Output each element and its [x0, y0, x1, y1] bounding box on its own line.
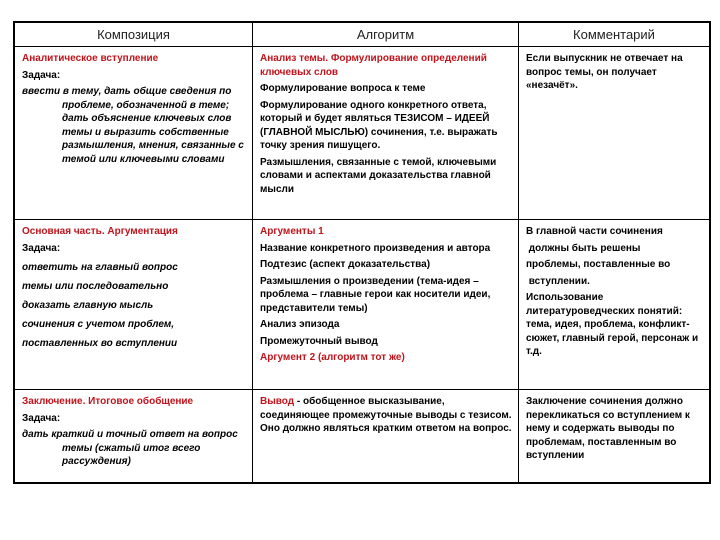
algorithm-conclusion — [260, 395, 512, 436]
task-line: сочинения с учетом проблем, — [22, 319, 175, 330]
comment-text: Если выпускник не отвечает на вопрос темы, он получает «незачёт». — [526, 53, 683, 91]
comment-text: В главной части сочинения — [526, 226, 663, 237]
header-composition: Композиция — [15, 23, 253, 46]
algorithm-item: Формулирование одного конкретного ответа, который и будет являться ТЕЗИСОМ – ИДЕЕЙ (ГЛАВНОЙ МЫСЛЬЮ) сочинения, т.е. выражать точку зрения пишущего. — [260, 99, 498, 151]
section-title: Основная часть. Аргументация — [22, 226, 178, 237]
task-line: темы или последовательно — [22, 281, 169, 292]
task-line: поставленных во вступлении — [22, 338, 178, 349]
task-text: дать краткий и точный ответ на вопрос темы (сжатый итог всего рассуждения) — [22, 429, 238, 467]
algorithm-item: Размышления, связанные с темой, ключевыми словами и аспектами доказательства главной мысли — [260, 156, 497, 195]
comment-cell — [519, 47, 709, 219]
algorithm-title: Анализ темы. Формулирование определений ключевых слов — [260, 53, 487, 78]
table-row-introduction — [15, 47, 709, 220]
algorithm-cell — [253, 47, 519, 219]
task-line: доказать главную мысль — [22, 300, 154, 311]
algorithm-title: Вывод — [260, 396, 295, 407]
algorithm-item: Подтезис (аспект доказательства) — [260, 259, 431, 270]
algorithm-footer: Аргумент 2 (алгоритм тот же) — [260, 352, 405, 363]
algorithm-item: Промежуточный вывод — [260, 335, 378, 347]
composition-cell — [15, 390, 253, 482]
algorithm-cell — [253, 220, 519, 389]
algorithm-item: Формулирование вопроса к теме — [260, 83, 426, 94]
table-row-conclusion — [15, 390, 709, 482]
composition-cell — [15, 47, 253, 219]
table-row-main-part — [15, 220, 709, 390]
task-label: Задача: — [22, 69, 61, 81]
composition-cell — [15, 220, 253, 389]
algorithm-text: - обобщенное высказывание, соединяющее промежуточные выводы с тезисом. Оно должно являться кратким ответом на вопрос. — [260, 396, 512, 434]
algorithm-cell — [253, 390, 519, 482]
comment-cell — [519, 390, 709, 482]
comment-text: проблемы, поставленные во — [526, 259, 671, 270]
section-title: Аналитическое вступление — [22, 53, 159, 64]
task-line: ответить на главный вопрос — [22, 262, 178, 273]
algorithm-item: Анализ эпизода — [260, 319, 340, 330]
task-label: Задача: — [22, 412, 61, 424]
algorithm-item: Название конкретного произведения и автора — [260, 242, 491, 254]
algorithm-item: Размышления о произведении (тема-идея – проблема – главные герои как носители идеи, представители темы) — [260, 275, 491, 314]
task-text: ввести в тему, дать общие сведения по проблеме, обозначенной в теме; дать объяснение ключевых слов темы и выразить собственные размышления, мнения, связанные с темой или ключевыми словами — [22, 86, 244, 165]
comment-cell — [519, 220, 709, 389]
algorithm-title: Аргументы 1 — [260, 226, 324, 237]
section-title: Заключение. Итоговое обобщение — [22, 396, 194, 407]
comment-text: вступлении. — [526, 275, 590, 287]
header-algorithm: Алгоритм — [253, 23, 519, 46]
header-comment: Комментарий — [573, 27, 655, 42]
task-label: Задача: — [22, 242, 61, 254]
comment-text: Использование литературоведческих понятий: тема, идея, проблема, конфликт-сюжет, главный герой, персонаж и т.д. — [526, 292, 699, 357]
composition-table — [13, 21, 711, 484]
comment-text: Заключение сочинения должно перекликаться со вступлением к нему и содержать выводы по проблемам, поставленным во вступлении — [526, 396, 690, 461]
comment-text: должны быть решены — [526, 242, 641, 254]
header-row — [15, 23, 709, 47]
